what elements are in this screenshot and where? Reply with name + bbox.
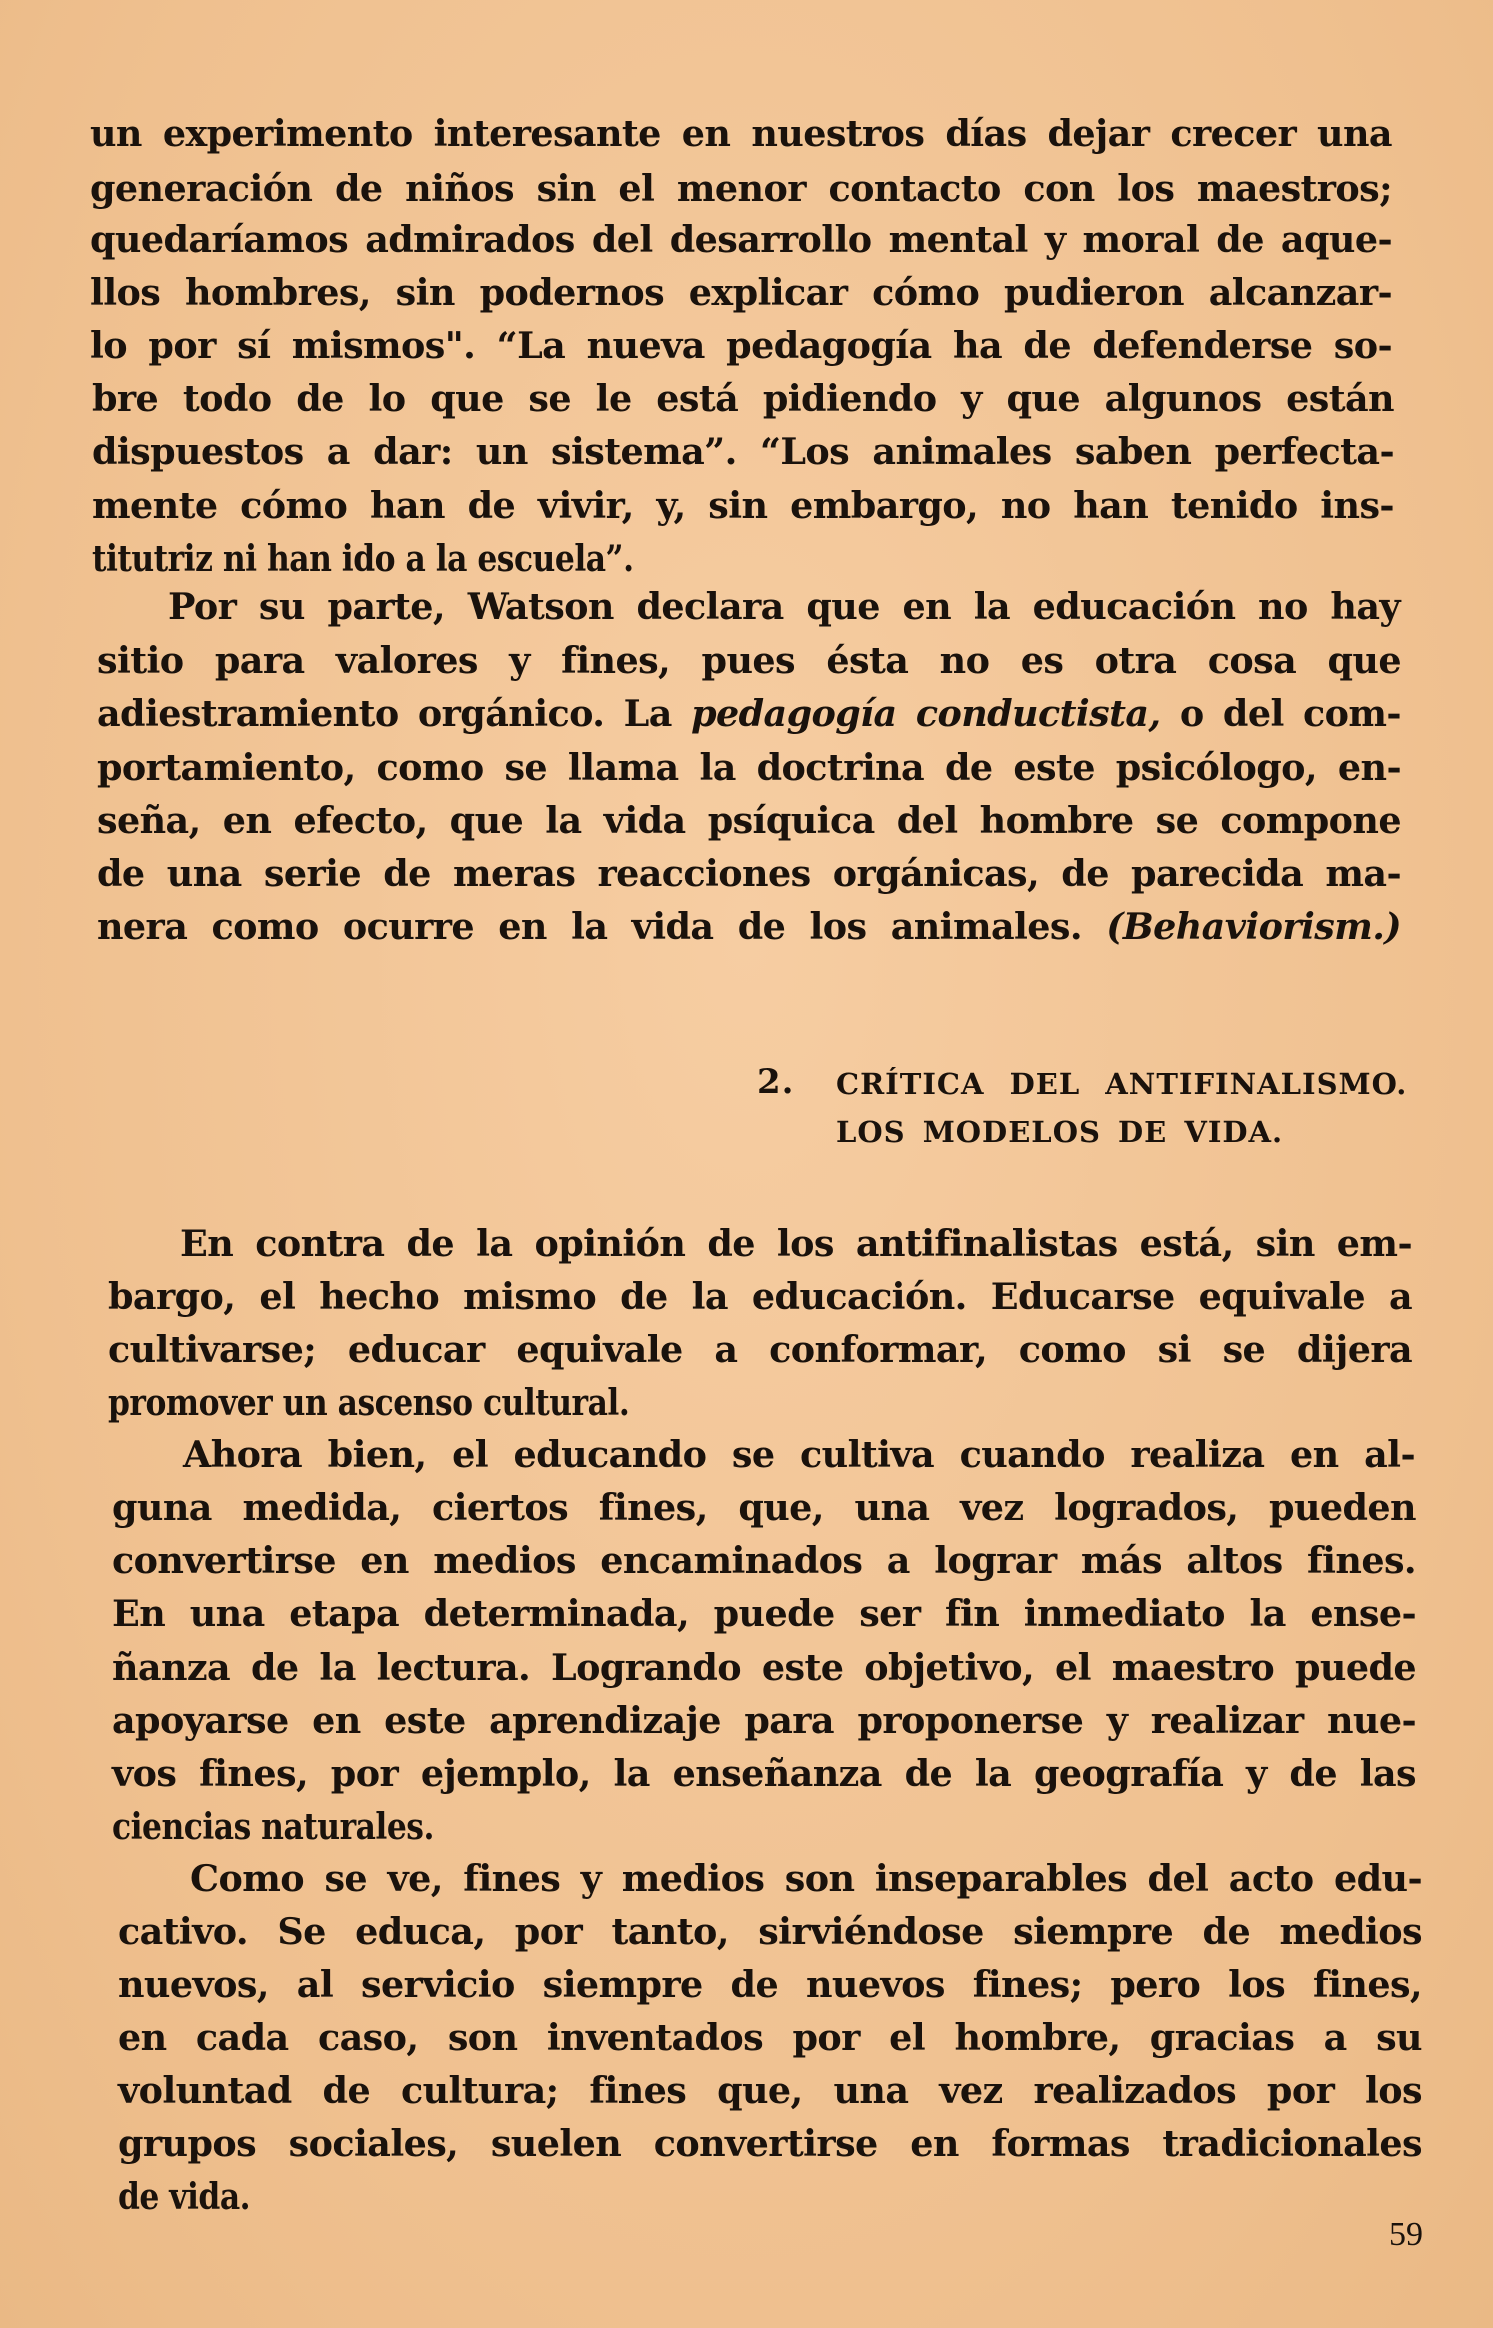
section-number: 2. [757,1062,795,1102]
text-line: Como se ve, fines y medios son inseparables del acto edu- [190,1857,1422,1900]
text-line: vos fines, por ejemplo, la enseñanza de la geografía y de las [112,1752,1416,1795]
page-number: 59 [1389,2216,1423,2253]
text-run: adiestramiento orgánico. La [97,692,692,735]
text-run: nera como ocurre en la vida de los animales. [97,905,1107,948]
text-line: Por su parte, Watson declara que en la educación no hay [168,585,1400,628]
text-line: de vida. [118,2175,251,2218]
text-line: apoyarse en este aprendizaje para proponerse y realizar nue- [112,1699,1416,1742]
text-line: guna medida, ciertos fines, que, una vez logrados, pueden [112,1486,1416,1529]
text-line: En contra de la opinión de los antifinalistas está, sin em- [180,1222,1412,1265]
text-line: convertirse en medios encaminados a lograr más altos fines. [112,1539,1416,1582]
text-line: de una serie de meras reacciones orgánicas, de parecida ma- [97,852,1401,895]
section-title-line-2: LOS MODELOS DE VIDA. [836,1115,1284,1149]
text-line: cativo. Se educa, por tanto, sirviéndose siempre de medios [118,1910,1422,1953]
text-run: o del com- [1160,692,1401,735]
text-line: mente cómo han de vivir, y, sin embargo, no han tenido ins- [92,484,1394,527]
text-line: quedaríamos admirados del desarrollo mental y moral de aque- [90,218,1392,261]
text-line: generación de niños sin el menor contacto con los maestros; [90,167,1392,210]
text-line: lo por sí mismos". “La nueva pedagogía ha de defenderse so- [90,324,1392,367]
text-line: ñanza de la lectura. Logrando este objetivo, el maestro puede [112,1646,1416,1689]
text-line: voluntad de cultura; fines que, una vez realizados por los [118,2069,1422,2112]
text-line [97,905,1401,949]
text-line: en cada caso, son inventados por el hombre, gracias a su [118,2016,1422,2059]
text-line: En una etapa determinada, puede ser fin inmediato la ense- [112,1592,1416,1635]
emphasis-term: pedagogía conductista, [691,692,1161,735]
text-line: seña, en efecto, que la vida psíquica del hombre se compone [97,799,1401,842]
text-line: titutriz ni han ido a la escuela”. [92,537,634,580]
text-line: dispuestos a dar: un sistema”. “Los animales saben perfecta- [92,430,1394,473]
text-line: nuevos, al servicio siempre de nuevos fines; pero los fines, [118,1963,1422,2006]
text-line: bargo, el hecho mismo de la educación. Educarse equivale a [108,1275,1412,1318]
text-line: grupos sociales, suelen convertirse en formas tradicionales [118,2122,1422,2165]
text-line: promover un ascenso cultural. [108,1381,630,1424]
text-line: un experimento interesante en nuestros días dejar crecer una [90,112,1392,155]
emphasis-term: (Behaviorism.) [1106,905,1401,948]
text-line: llos hombres, sin podernos explicar cómo pudieron alcanzar- [90,271,1392,314]
text-line: cultivarse; educar equivale a conformar, como si se dijera [108,1328,1412,1371]
text-line: Ahora bien, el educando se cultiva cuando realiza en al- [183,1433,1415,1476]
text-line: portamiento, como se llama la doctrina de este psicólogo, en- [97,746,1401,789]
text-line: bre todo de lo que se le está pidiendo y que algunos están [92,377,1394,420]
section-title-line-1: CRÍTICA DEL ANTIFINALISMO. [836,1067,1408,1101]
text-line: ciencias naturales. [112,1805,434,1848]
text-line [97,692,1401,736]
text-line: sitio para valores y fines, pues ésta no es otra cosa que [97,639,1401,682]
